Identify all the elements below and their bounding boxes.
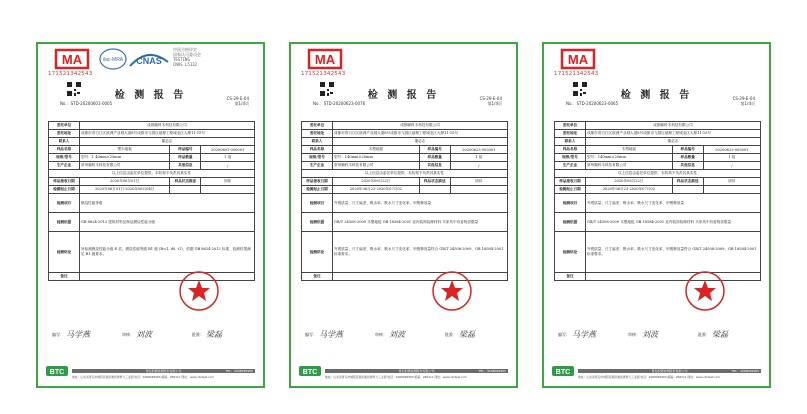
cma-code: 171521342543 (301, 71, 346, 77)
cnas-text: 中国合格评定 国家认可委员会 TESTING CNAS L5132 (173, 47, 201, 67)
qr-code-icon (572, 81, 588, 97)
cma-logo-icon (52, 46, 92, 72)
report-cs-meta: CS-29-E-04 第1/4页 (226, 96, 249, 106)
footer-bar: 青岛积德检测股份有限公司 TEL：4008065965 (578, 369, 761, 373)
official-stamp-icon (178, 270, 220, 312)
report-title: 检 测 报 告 (367, 90, 440, 101)
report-number: No.：STD-20200623-0076 (313, 101, 366, 106)
report-page-2[interactable]: MA 171521342543 检 测 报 告 No.：STD-20200623-0076 CS-29-E-04 第1/4页 委托单位 成都顺科木科技有限公司 委托地址 成都市青白江区欧洲产业城大道8号成都市飞园区地理工程城业区大厦11-15号 联系人 董必志 样品名称 木塑地板 样品编号 20200623-005001 规格/型号 型号：140mm×20mm 样品数量 1 组 生产企业 常州顺科木科技有限公司 其他信息 / 以上信息由委托单位提供，本机构不负责其真实性 样品接收日期 2020年06月22日 样品状态描述 固体 检测起止日期 2020年06月23-2020年07月02 检测项目 外观质量、尺寸偏差、吸水率、吸水尺寸变化率、甲醛释放量 检测依据 GB/T 24508-2009 木塑地板 GB 18584-2001 室内装饰装修材料 木家具中有害物质限量 检测结论 外观质量、尺寸偏差、吸水率、吸水尺寸变化率、甲醛释放量符合 GB/T 24508-2009、GB 18584-2001 标准要求。 备注 编写： 马学燕 审核： 刘波 批准： 梁磊 BTC 青岛积德检测股份有限公司 TEL：4008065965 地址：山东省青岛市城阳区棘洪滩街道青大工业园 电话：4008065965 邮编：266111 网址：www.cbrtest.com (289, 42, 518, 388)
footer-address: 地址：山东省青岛市城阳区棘洪滩街道青大工业园 电话：4008065965 邮编：266111 网址：www.cbrtest.com (325, 375, 468, 379)
report-number: No.：STD-20200623-0065 (566, 101, 619, 106)
btc-logo-icon (552, 364, 574, 378)
svg-text:MA: MA (61, 52, 83, 67)
report-page-3[interactable]: MA 171521342543 检 测 报 告 No.：STD-20200623-0065 CS-29-E-04 第1/4页 委托单位 成都顺科木科技有限公司 委托地址 成都市青白江区欧洲产业城大道8号成都市飞园区地理工程城业区大厦11-15号 联系人 董必志 样品名称 木塑地板 样品编号 20200623-005001 规格/型号 型号：140mm×20mm 样品数量 1 组 生产企业 常州顺科木科技有限公司 其他信息 / 以上信息由委托单位提供，本机构不负责其真实性 样品接收日期 2020年06月22日 样品状态描述 固体 检测起止日期 2020年06月23-2020年07月02 检测项目 外观质量、尺寸偏差、吸水率、吸水尺寸变化率、甲醛释放量 检测依据 GB/T 24508-2009 木塑地板 GB 18584-2001 室内装饰装修材料 木家具中有害物质限量 检测结论 外观质量、尺寸偏差、吸水率、吸水尺寸变化率、甲醛释放量符合 GB/T 24508-2009、GB 18584-2001 标准要求。 备注 编写： 马学燕 审核： 刘波 批准： 梁磊 BTC 青岛积德检测股份有限公司 TEL：4008065965 地址：山东省青岛市城阳区棘洪滩街道青大工业园 电话：4008065965 邮编：266111 网址：www.cbrtest.com (542, 42, 771, 388)
svg-text:BTC: BTC (302, 369, 318, 376)
report-number: No.：STD-20200601-0005 (60, 101, 113, 106)
report-table: 委托单位 成都顺科木科技有限公司 委托地址 成都市青白江区欧洲产业城大道8号成都市飞园区地理工程城业区大厦11-15号 联系人 董必志 样品名称 木塑地板 样品编号 20200623-005001 规格/型号 型号：140mm×20mm 样品数量 1 组 生产企业 常州顺科木科技有限公司 其他信息 / 以上信息由委托单位提供，本机构不负责其真实性 样品接收日期 2020年06月22日 样品状态描述 固体 检测起止日期 2020年06月23-2020年07月02 检测项目 外观质量、尺寸偏差、吸水率、吸水尺寸变化率、甲醛释放量 检测依据 GB/T 24508-2009 木塑地板 GB 18584-2001 室内装饰装修材料 木家具中有害物质限量 检测结论 外观质量、尺寸偏差、吸水率、吸水尺寸变化率、甲醛释放量符合 GB/T 24508-2009、GB 18584-2001 标准要求。 备注 (301, 121, 508, 281)
footer-bar: 青岛积德检测股份有限公司 TEL：4008065965 (72, 369, 255, 373)
report-page-1[interactable]: MA 171521342543 ilac-MRA CNAS 中国合格评定 国家认可委员会 TESTING CNAS L5132 检 测 报 告 No.：STD-20200601-0005 CS-29-E-04 第1/4页 委托单位 成都顺科木科技有限公司 委托地址 成都市青白江区欧洲产业城大道8号成都市飞园区地理工程城业区大厦11-15号 联系人 董必志 样品名称 塑木地板 样品编号 20200601-000001 规格/型号 型号：1 40mm×25mm 样品数量 1 组 生产企业 常州顺科木科技有限公司 其他信息 / 以上信息由委托单位提供，本机构不负责其真实性 样品接收日期 2020年06月01日 样品状态描述 固体 检测起止日期 2020年06月01日-2020年06月04日 检测项目 燃烧性能等级 检测依据 GB 8624-2012 建筑材料及制品燃烧性能分级 检测结论 所检测燃烧性能分级 E 类，燃烧性能等级 B1 级 (B-s1, d0, t1)，依据 GB 8624-2012 标准，检测结果满足 B1 级要求。 备注 编写： 马学燕 审核： 刘波 批准： 梁磊 BTC 青岛积德检测股份有限公司 TEL：4008065965 地址：山东省青岛市城阳区棘洪滩街道青大工业园 电话：4008065965 邮编：266111 网址：www.cbrtest.com (36, 42, 265, 388)
report-cs-meta: CS-29-E-04 第1/4页 (732, 96, 755, 106)
svg-text:CNAS: CNAS (136, 56, 162, 66)
svg-text:MA: MA (314, 52, 336, 67)
svg-text:MA: MA (567, 52, 589, 67)
svg-text:BTC: BTC (555, 369, 571, 376)
cnas-logo-icon (128, 48, 170, 70)
official-stamp-icon (684, 270, 726, 312)
report-title: 检 测 报 告 (114, 90, 187, 101)
footer-address: 地址：山东省青岛市城阳区棘洪滩街道青大工业园 电话：4008065965 邮编：266111 网址：www.cbrtest.com (72, 375, 215, 379)
report-table: 委托单位 成都顺科木科技有限公司 委托地址 成都市青白江区欧洲产业城大道8号成都市飞园区地理工程城业区大厦11-15号 联系人 董必志 样品名称 塑木地板 样品编号 20200601-000001 规格/型号 型号：1 40mm×25mm 样品数量 1 组 生产企业 常州顺科木科技有限公司 其他信息 / 以上信息由委托单位提供，本机构不负责其真实性 样品接收日期 2020年06月01日 样品状态描述 固体 检测起止日期 2020年06月01日-2020年06月04日 检测项目 燃烧性能等级 检测依据 GB 8624-2012 建筑材料及制品燃烧性能分级 检测结论 所检测燃烧性能分级 E 类，燃烧性能等级 B1 级 (B-s1, d0, t1)，依据 GB 8624-2012 标准，检测结果满足 B1 级要求。 备注 (48, 121, 255, 281)
cma-logo-icon (305, 46, 345, 72)
report-cs-meta: CS-29-E-04 第1/4页 (479, 96, 502, 106)
svg-text:ilac-MRA: ilac-MRA (102, 57, 124, 63)
qr-code-icon (319, 81, 335, 97)
ilac-mra-logo-icon (98, 46, 128, 72)
btc-logo-icon (299, 364, 321, 378)
qr-code-icon (66, 81, 82, 97)
report-table: 委托单位 成都顺科木科技有限公司 委托地址 成都市青白江区欧洲产业城大道8号成都市飞园区地理工程城业区大厦11-15号 联系人 董必志 样品名称 木塑地板 样品编号 20200623-005001 规格/型号 型号：140mm×20mm 样品数量 1 组 生产企业 常州顺科木科技有限公司 其他信息 / 以上信息由委托单位提供，本机构不负责其真实性 样品接收日期 2020年06月22日 样品状态描述 固体 检测起止日期 2020年06月23-2020年07月02 检测项目 外观质量、尺寸偏差、吸水率、吸水尺寸变化率、甲醛释放量 检测依据 GB/T 24508-2009 木塑地板 GB 18584-2001 室内装饰装修材料 木家具中有害物质限量 检测结论 外观质量、尺寸偏差、吸水率、吸水尺寸变化率、甲醛释放量符合 GB/T 24508-2009、GB 18584-2001 标准要求。 备注 (554, 121, 761, 281)
footer-bar: 青岛积德检测股份有限公司 TEL：4008065965 (325, 369, 508, 373)
cma-logo-icon (558, 46, 598, 72)
cma-code: 171521342543 (554, 71, 599, 77)
report-title: 检 测 报 告 (620, 90, 693, 101)
footer-address: 地址：山东省青岛市城阳区棘洪滩街道青大工业园 电话：4008065965 邮编：266111 网址：www.cbrtest.com (578, 375, 721, 379)
official-stamp-icon (431, 270, 473, 312)
cma-code: 171521342543 (48, 71, 93, 77)
btc-logo-icon (46, 364, 68, 378)
svg-text:BTC: BTC (49, 369, 65, 376)
